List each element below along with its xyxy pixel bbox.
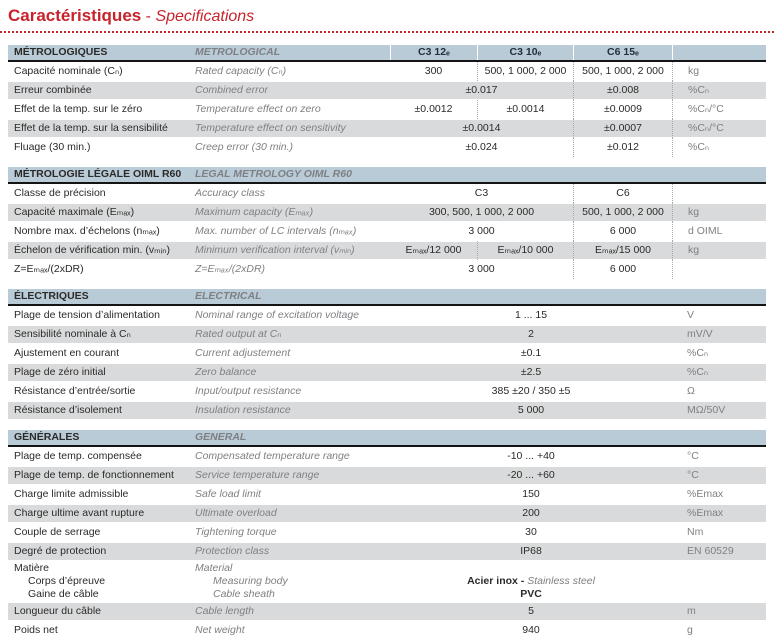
value-cell: C6 [573,184,672,203]
spec-row [8,602,766,621]
spec-row [8,542,766,561]
spec-row [8,325,766,344]
row-label-fr: Couple de serrage [14,526,101,538]
value-cell: -10 ... +40 [507,450,555,462]
value-cell: ±2.5 [520,366,542,378]
spec-row [8,138,766,157]
value-cell: 300, 500, 1 000, 2 000 [428,206,535,218]
spec-row [8,260,766,279]
value-cell: ±0.0014 [462,122,501,134]
unit-cell: %Emax [687,488,724,500]
row-label-fr: Sensibilité nominale à Cₙ [14,328,131,340]
page-title-separator: - [141,8,156,25]
row-label-fr: Longueur du câble [14,605,101,617]
row-label-en: Rated capacity (Cₙ) [195,65,287,77]
row-label-en: Zero balance [195,366,257,378]
row-label-fr: Capacité nominale (Cₙ) [14,65,123,77]
material-label-en-line: Cable sheath [213,588,275,600]
row-label-fr: Résistance d’isolement [14,404,122,416]
spec-row [8,203,766,222]
value-cell: Eₘₐₓ/15 000 [573,241,672,260]
row-label-fr: Z=Eₘₐₓ/(2xDR) [14,263,84,275]
value-cell: ±0.0009 [573,100,672,119]
spec-row [8,485,766,504]
value-cell: ±0.0007 [573,119,672,138]
spec-row [8,447,766,466]
material-label-fr-line: Gaine de câble [28,588,99,600]
value-cell: ±0.017 [465,84,498,96]
material-value-alt: Stainless steel [527,575,595,587]
row-label-en: Input/output resistance [195,385,302,397]
section-header [8,167,766,184]
material-value-main: PVC [520,588,542,600]
row-label-fr: Classe de précision [14,187,106,199]
spec-table [0,45,774,640]
unit-cell: °C [687,450,699,462]
unit-cell: kg [672,203,766,222]
unit-cell: %Cₙ/°C [672,100,766,119]
row-label-fr: Plage de zéro initial [14,366,106,378]
unit-cell: m [687,605,696,617]
unit-cell: MΩ/50V [687,404,726,416]
value-cell: 6 000 [573,260,672,279]
spec-row [8,184,766,203]
spec-row [8,62,766,81]
unit-column-header [672,45,766,60]
value-cell: 2 [528,328,534,340]
row-label-en: Accuracy class [195,187,266,199]
value-cell: 385 ±20 / 350 ±5 [491,385,571,397]
unit-cell: kg [672,62,766,81]
spec-row [8,504,766,523]
spec-row [8,100,766,119]
value-cell: C3 [474,187,489,199]
spec-row-material [8,561,766,602]
section-title-en: METROLOGICAL [195,46,281,58]
section-header-filler [390,289,766,304]
section-title-en: LEGAL METROLOGY OIML R60 [195,168,352,180]
row-label-fr: Nombre max. d’échelons (nₘₐₓ) [14,225,160,237]
row-label-fr: Effet de la temp. sur la sensibilité [14,122,168,134]
value-cell: ±0.1 [520,347,542,359]
column-header-1: C3 12ₑ [390,45,477,60]
spec-row [8,523,766,542]
section-header [8,45,766,62]
material-value-line [390,588,672,601]
value-cell: 6 000 [573,222,672,241]
spec-row [8,222,766,241]
value-cell: 3 000 [468,225,495,237]
value-cell: 5 000 [517,404,545,416]
row-label-fr: Charge ultime avant rupture [14,507,145,519]
value-cell [390,562,672,602]
section-header-filler [390,167,766,182]
section-title-fr: MÉTROLOGIE LÉGALE OIML R60 [14,168,182,180]
row-label-fr: Erreur combinée [14,84,92,96]
section-generales [8,430,766,640]
section-header [8,289,766,306]
unit-cell: d OIML [672,222,766,241]
spec-row [8,621,766,640]
row-label-en: Max. number of LC intervals (nₘₐₓ) [195,225,357,237]
row-label-en: Nominal range of excitation voltage [195,309,360,321]
unit-cell: %Emax [687,507,724,519]
row-label-fr: Charge limite admissible [14,488,129,500]
value-cell: ±0.0012 [414,103,453,115]
row-label-fr: Plage de temp. compensée [14,450,142,462]
column-header-3: C6 15ₑ [573,45,672,60]
unit-cell: EN 60529 [687,545,734,557]
section-electriques [8,289,766,420]
unit-cell: °C [687,469,699,481]
value-cell: ±0.0014 [477,100,573,119]
material-value-line [390,575,672,588]
unit-cell: Nm [687,526,704,538]
material-value-line [390,562,672,575]
row-label-en: Maximum capacity (Eₘₐₓ) [195,206,314,218]
unit-cell: mV/V [687,328,713,340]
value-cell: ±0.012 [573,138,672,157]
value-cell: 5 [528,605,534,617]
unit-cell: V [687,309,695,321]
row-label-fr [8,562,195,602]
value-cell: -20 ... +60 [507,469,555,481]
spec-row [8,241,766,260]
unit-cell: Ω [687,385,695,397]
value-cell: IP68 [520,545,542,557]
row-label-fr: Poids net [14,624,58,636]
value-cell: ±0.024 [465,141,498,153]
row-label-en: Creep error (30 min.) [195,141,294,153]
row-label-fr: Fluage (30 min.) [14,141,91,153]
section-header-filler [390,430,766,445]
value-cell: 3 000 [468,263,495,275]
page-title-en: Specifications [155,8,255,25]
material-label-en-line: Material [195,562,233,574]
row-label-en: Insulation resistance [195,404,291,416]
spec-row [8,382,766,401]
section-title-en: ELECTRICAL [195,290,262,302]
material-label-fr-line: Corps d’épreuve [28,575,106,587]
row-label-fr: Plage de temp. de fonctionnement [14,469,174,481]
value-cell: 30 [525,526,537,538]
unit-cell: %Cₙ [672,81,766,100]
row-label-fr: Ajustement en courant [14,347,120,359]
row-label-en: Cable length [195,605,254,617]
value-cell: 1 ... 15 [514,309,548,321]
spec-row [8,119,766,138]
section-title-fr: GÉNÉRALES [14,431,80,443]
section-metrologie-legale [8,167,766,279]
row-label-en [195,562,390,602]
section-title-fr: ÉLECTRIQUES [14,290,89,302]
spec-row [8,363,766,382]
spec-row [8,81,766,100]
row-label-en: Temperature effect on zero [195,103,321,115]
column-header-2: C3 10ₑ [477,45,573,60]
row-label-fr: Échelon de vérification min. (vₘᵢₙ) [14,244,170,256]
section-title-fr: MÉTROLOGIQUES [14,46,108,58]
row-label-fr: Effet de la temp. sur le zéro [14,103,143,115]
row-label-en: Safe load limit [195,488,261,500]
row-label-en: Tightening torque [195,526,277,538]
spec-row [8,466,766,485]
spec-row [8,306,766,325]
page-title [0,0,774,33]
value-cell: 150 [522,488,540,500]
unit-cell: %Cₙ [687,366,709,378]
unit-cell: %Cₙ [687,347,709,359]
value-cell: 300 [424,65,443,77]
row-label-fr: Résistance d’entrée/sortie [14,385,136,397]
section-metrologiques [8,45,766,157]
value-cell: 500, 1 000, 2 000 [573,62,672,81]
unit-cell: %Cₙ [672,138,766,157]
value-cell: Eₘₐₓ/10 000 [477,241,573,260]
row-label-en: Temperature effect on sensitivity [195,122,346,134]
row-label-en: Ultimate overload [195,507,277,519]
unit-cell [672,184,766,203]
section-title-en: GENERAL [195,431,247,443]
row-label-en: Minimum verification interval (vₘᵢₙ) [195,244,355,256]
row-label-en: Net weight [195,624,245,636]
row-label-en: Service temperature range [195,469,320,481]
value-cell: 200 [522,507,540,519]
section-header [8,430,766,447]
unit-cell: %Cₙ/°C [672,119,766,138]
value-cell: 500, 1 000, 2 000 [573,203,672,222]
value-cell: Eₘₐₓ/12 000 [405,244,462,256]
row-label-fr: Degré de protection [14,545,107,557]
unit-cell: kg [672,241,766,260]
row-label-en: Protection class [195,545,270,557]
value-cell: 940 [522,624,540,636]
page-title-fr: Caractéristiques [8,6,142,25]
material-value-main: Acier inox - [467,575,528,587]
value-cell: 500, 1 000, 2 000 [477,62,573,81]
spec-row [8,344,766,363]
row-label-en: Current adjustement [195,347,291,359]
value-cell: ±0.008 [573,81,672,100]
row-label-fr: Capacité maximale (Eₘₐₓ) [14,206,135,218]
material-label-en-line: Measuring body [213,575,288,587]
row-label-en: Combined error [195,84,268,96]
row-label-en: Compensated temperature range [195,450,350,462]
row-label-en: Rated output at Cₙ [195,328,282,340]
row-label-en: Z=Eₘₐₓ/(2xDR) [195,263,266,275]
material-label-fr-line: Matière [14,562,50,574]
spec-row [8,401,766,420]
unit-cell [672,260,766,279]
unit-cell [672,562,766,602]
row-label-fr: Plage de tension d’alimentation [14,309,160,321]
unit-cell: g [687,624,693,636]
